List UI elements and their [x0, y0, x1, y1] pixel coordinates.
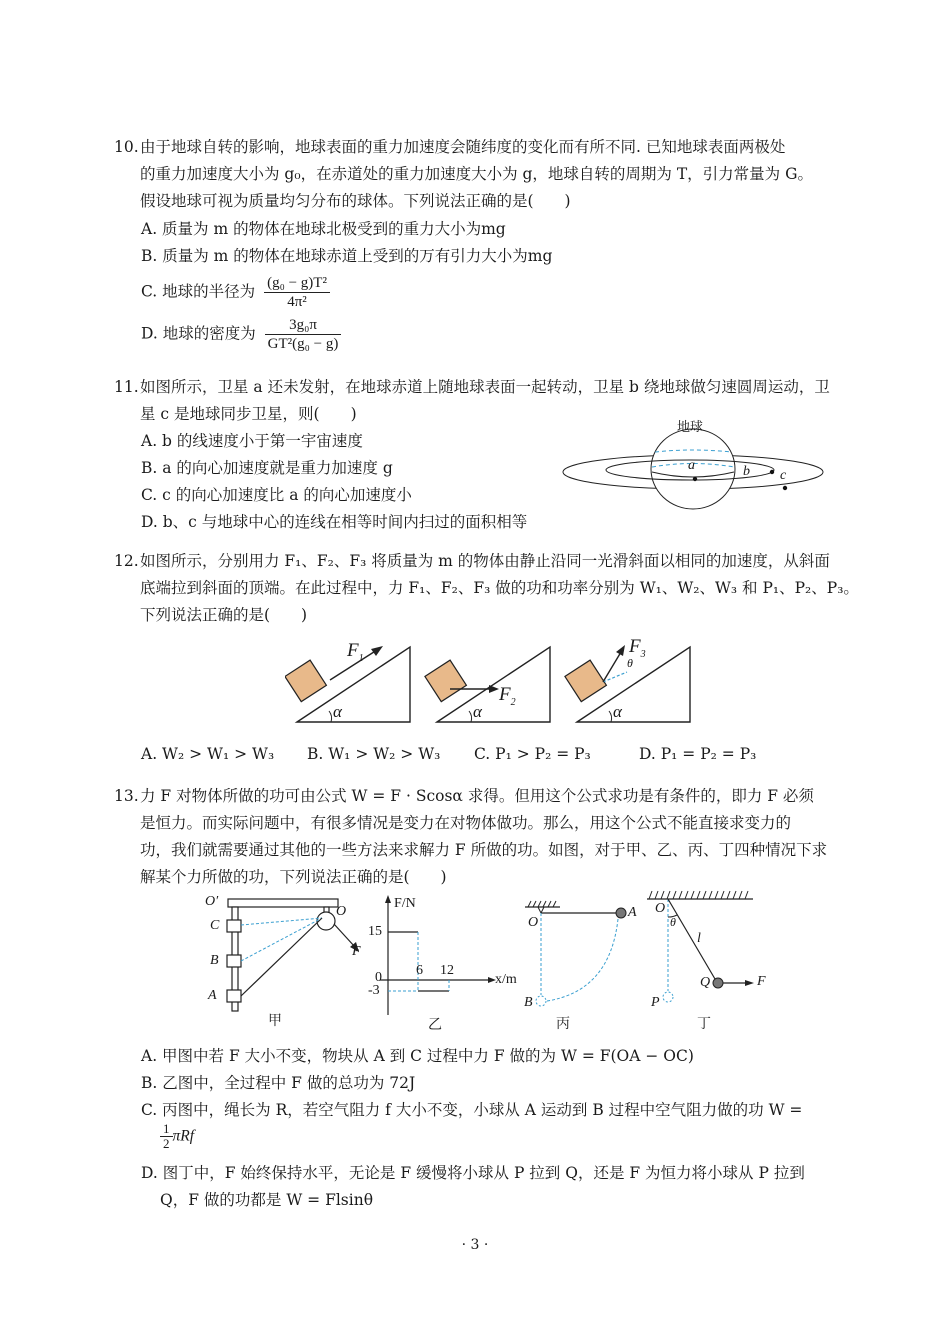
label-q: Q	[700, 975, 711, 990]
alpha-label: α	[613, 702, 622, 721]
stem-line: 底端拉到斜面的顶端。在此过程中，力 F₁、F₂、F₃ 做的功和功率分别为 W₁、W₂、W₃ 和 P₁、P₂、P₃。	[140, 579, 859, 597]
label-c: C	[210, 918, 220, 933]
option-c-continuation: $\frac{1}{2}$ πRf	[160, 1122, 194, 1151]
option-c[interactable]: C. c 的向心加速度比 a 的向心加速度小	[141, 486, 412, 504]
caption-yi: 乙	[428, 1017, 442, 1033]
y-axis-label: F/N	[394, 896, 416, 911]
fraction: $\frac{1}{2}$	[160, 1122, 173, 1151]
stem-line: 下列说法正确的是( )	[140, 606, 308, 624]
label-a: A	[208, 988, 217, 1003]
option-c[interactable]	[141, 1097, 802, 1123]
question-number: 10.	[114, 138, 139, 156]
label-theta: θ	[670, 915, 676, 929]
label-l: l	[697, 931, 701, 946]
question-13	[114, 783, 844, 891]
label-o: O	[336, 904, 347, 919]
force-label-f2: $F_2$	[499, 684, 516, 708]
stem-line: 星 c 是地球同步卫星，则( )	[140, 405, 357, 423]
label-p: P	[651, 995, 660, 1010]
label-c: c	[780, 468, 787, 483]
caption-jia: 甲	[268, 1013, 282, 1029]
option-d[interactable]: D. P₁ = P₂ = P₃	[639, 745, 757, 763]
tick-neg3: -3	[368, 983, 380, 998]
option-a[interactable]: A. W₂ > W₁ > W₃	[141, 745, 275, 763]
tick-15: 15	[368, 924, 382, 939]
figure-bing	[520, 895, 640, 1035]
label-b: B	[210, 953, 219, 968]
option-c[interactable]: C. P₁ > P₂ = P₃	[474, 745, 591, 763]
option-d[interactable]	[141, 316, 341, 353]
option-a[interactable]: A. 质量为 m 的物体在地球北极受到的重力大小为mg	[141, 220, 506, 238]
tick-0: 0	[375, 970, 382, 985]
label-b: b	[743, 464, 750, 479]
option-c[interactable]	[141, 274, 330, 311]
alpha-label: α	[333, 702, 342, 721]
option-a[interactable]: A. b 的线速度小于第一宇宙速度	[141, 432, 363, 450]
label-o: O	[528, 915, 539, 930]
stem-line: 解某个力所做的功，下列说法正确的是( )	[140, 868, 447, 886]
option-d[interactable]: D. 图丁中，F 始终保持水平，无论是 F 缓慢将小球从 P 拉到 Q，还是 F 为恒力将小球从 P 拉到	[141, 1164, 805, 1182]
question-number: 12.	[114, 552, 139, 570]
label-o-prime: O′	[205, 894, 219, 909]
alpha-label: α	[473, 702, 482, 721]
option-d[interactable]: D. b、c 与地球中心的连线在相等时间内扫过的面积相等	[141, 513, 528, 531]
force-label-f1: $F_1$	[347, 640, 364, 664]
option-b[interactable]: B. 乙图中，全过程中 F 做的总功为 72J	[141, 1074, 416, 1092]
incline-figures	[285, 632, 705, 727]
label-a: A	[628, 905, 637, 920]
option-b[interactable]: B. a 的向心加速度就是重力加速度 g	[141, 459, 393, 477]
stem-line: 如图所示，卫星 a 还未发射，在地球赤道上随地球表面一起转动，卫星 b 绕地球做匀速圆周运动，卫	[140, 378, 830, 396]
figure-jia	[200, 890, 370, 1030]
fraction: $\frac{\text{(g₀ − g)T²}}{\text{4π²}}$	[264, 274, 330, 311]
question-number: 11.	[114, 378, 139, 396]
label-o: O	[655, 901, 666, 916]
x-axis-label: x/m	[495, 972, 517, 987]
tick-6: 6	[416, 963, 423, 978]
question-10	[114, 134, 844, 215]
caption-bing: 丙	[556, 1016, 570, 1032]
option-a[interactable]: A. 甲图中若 F 大小不变，物块从 A 到 C 过程中力 F 做的为 W = F(OA − OC)	[141, 1047, 694, 1065]
fraction: $\frac{\text{3g₀π}}{\text{GT²(g₀ − g)}}$	[265, 316, 342, 353]
question-12	[114, 548, 859, 629]
force-label-f3: $F_3$	[629, 636, 646, 660]
option-label: D. 地球的密度为	[141, 324, 256, 343]
stem-line: 力 F 对物体所做的功可由公式 W = F · Scosα 求得。但用这个公式求功是有条件的，即力 F 必须	[140, 787, 814, 805]
figure-yi-force-graph	[368, 890, 518, 1035]
tick-12: 12	[440, 963, 454, 978]
label-f: F	[757, 974, 766, 989]
stem-line: 是恒力。而实际问题中，有很多情况是变力在对物体做功。那么，用这个公式不能直接求变力的	[140, 814, 792, 832]
stem-line: 功，我们就需要通过其他的一些方法来求解力 F 所做的功。如图，对于甲、乙、丙、丁四种情况下求	[140, 841, 828, 859]
option-label: C. 地球的半径为	[141, 282, 256, 301]
stem-line: 的重力加速度大小为 g₀，在赤道处的重力加速度大小为 g，地球自转的周期为 T，引力常量为 G。	[140, 165, 813, 183]
page-number: · 3 ·	[461, 1237, 489, 1253]
earth-label: 地球	[677, 420, 704, 435]
option-b[interactable]: B. 质量为 m 的物体在地球赤道上受到的万有引力大小为mg	[141, 247, 553, 265]
option-b[interactable]: B. W₁ > W₂ > W₃	[307, 745, 441, 763]
label-a: a	[688, 458, 695, 473]
label-f: F	[352, 944, 361, 959]
option-d-continuation: Q，F 做的功都是 W = Flsinθ	[160, 1191, 374, 1209]
question-number: 13.	[114, 787, 139, 805]
stem-line: 由于地球自转的影响，地球表面的重力加速度会随纬度的变化而有所不同. 已知地球表面两极处	[140, 138, 786, 156]
stem-line: 假设地球可视为质量均匀分布的球体。下列说法正确的是( )	[140, 192, 571, 210]
label-b: B	[524, 995, 533, 1010]
option-text: C. 丙图中，绳长为 R，若空气阻力 f 大小不变，小球从 A 运动到 B 过程中空气阻力做的功 W =	[141, 1101, 803, 1119]
figure-ding	[645, 885, 770, 1035]
stem-line: 如图所示，分别用力 F₁、F₂、F₃ 将质量为 m 的物体由静止沿同一光滑斜面以相同的加速度，从斜面	[140, 552, 830, 570]
caption-ding: 丁	[697, 1016, 711, 1032]
theta-label: θ	[627, 656, 633, 670]
satellite-orbit-figure	[555, 412, 845, 512]
